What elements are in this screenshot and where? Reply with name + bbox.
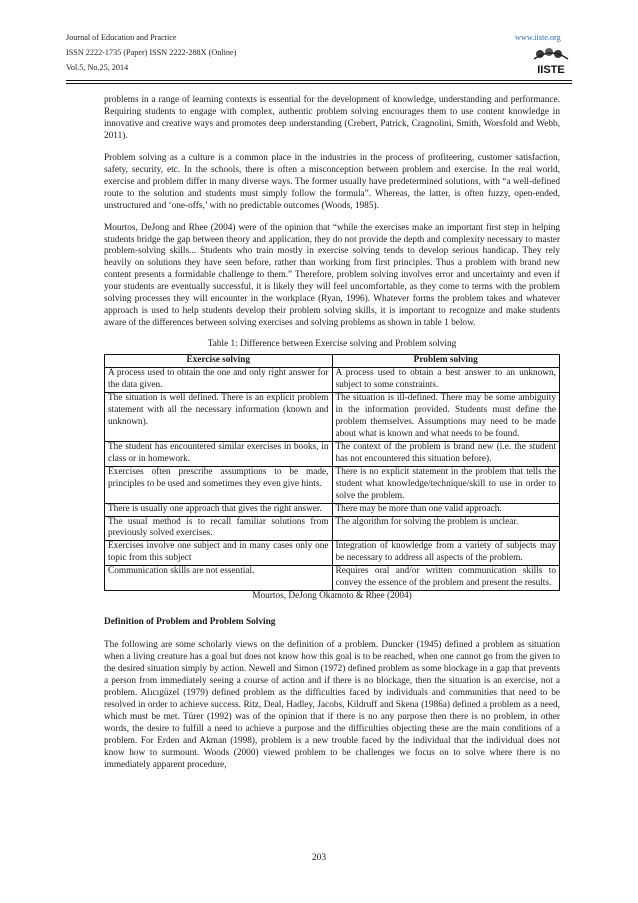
page-number: 203: [311, 853, 327, 863]
table-row: [105, 541, 560, 566]
table-header-row: [105, 355, 560, 368]
journal-title: Journal of Education and Practice: [66, 33, 177, 42]
article-body: [104, 95, 560, 782]
volume-line: Vol.5, No.25, 2014: [66, 63, 129, 72]
header-rule-top: [66, 80, 572, 81]
paragraph-1: problems in a range of learning contexts is essential for the development of knowledge, understanding and performance. Requiring students to engage with complex, authentic problem solving encourages them to use content knowledge in innovative and creative ways and promotes deep understanding (Crebert, Patrick, Cragnolini, Smith, Worsfold and Webb, 2011).: [104, 95, 560, 141]
table-row: [105, 466, 560, 503]
comparison-table: [104, 354, 560, 591]
table-cell: Integration of knowledge from a variety of subjects may be necessary to address all aspects of the problem.: [332, 541, 560, 566]
header-rule-bottom: [66, 83, 572, 84]
table-row: [105, 566, 560, 591]
table-cell: A process used to obtain a best answer to an unknown, subject to some constraints.: [332, 368, 560, 393]
table-row: [105, 441, 560, 466]
table-cell: Communication skills are not essential.: [105, 566, 333, 591]
table-cell: The algorithm for solving the problem is unclear.: [332, 516, 560, 541]
table-row: [105, 392, 560, 441]
table-cell: The student has encountered similar exercises in books, in class or in homework.: [105, 441, 333, 466]
table-cell: The situation is well defined. There is an explicit problem statement with all the necessary information (known and unknown).: [105, 392, 333, 441]
header-exercise-solving: Exercise solving: [105, 355, 333, 368]
section-heading: Definition of Problem and Problem Solving: [104, 617, 276, 628]
table-cell: A process used to obtain the one and only right answer for the data given.: [105, 368, 333, 393]
table-cell: There may be more than one valid approach.: [332, 503, 560, 516]
table-source: Mourtos, DeJong Okamoto & Rhee (2004): [252, 591, 412, 602]
table-row: [105, 503, 560, 516]
issn-line: ISSN 2222-1735 (Paper) ISSN 2222-288X (Online): [66, 48, 237, 57]
table-cell: There is usually one approach that gives the right answer.: [105, 503, 333, 516]
table-cell: Exercises involve one subject and in many cases only one topic from this subject: [105, 541, 333, 566]
table-cell: The usual method is to recall familiar solutions from previously solved exercises.: [105, 516, 333, 541]
table-cell: The situation is ill-defined. There may be some ambiguity in the information provided. Students must define the problem themselves. Assumptions may need to be made about what is known and what needs to be found.: [332, 392, 560, 441]
table-row: [105, 516, 560, 541]
paragraph-3: Mourtos, DeJong and Rhee (2004) were of the opinion that “while the exercises make an important first step in helping students bridge the gap between theory and application, they do not provide the depth and complexity necessary to master problem-solving skills... Students who train mostly in exercise solving tends to develop serious handicap. They rely heavily on solutions they have seen before, rather than working from first principles. Thus a problem with brand new content presents a formidable challenge to them.” Therefore, problem solving involves error and uncertainty and even if your students are eventually successful, it is likely they will feel uncomfortable, as they come to terms with the problem solving processes they will encounter in the workplace (Ryan, 1996). Whatever forms the problem takes and whatever approach is used to help students develop their problem solving skills, it is important to recognize and make students aware of the differences between solving exercises and solving problems as shown in table 1 below.: [104, 222, 560, 329]
table-caption: Table 1: Difference between Exercise solving and Problem solving: [207, 339, 457, 350]
table-cell: There is no explicit statement in the problem that tells the student what knowledge/technique/skill to use in order to solve the problem.: [332, 466, 560, 503]
table-cell: Requires oral and/or written communication skills to convey the essence of the problem and present the results.: [332, 566, 560, 591]
table-row: [105, 368, 560, 393]
iiste-logo: [530, 45, 572, 79]
paragraph-2: Problem solving as a culture is a common place in the industries in the process of profiteering, customer satisfaction, safety, security, etc. In the schools, there is often a misconception between problem and exercise. In the real world, exercise and problem differ in many diverse ways. The former usually have predetermined solutions, with “a well-defined route to the solution and students must simply follow the formula”. Whereas, the latter, is often fuzzy, open-ended, unstructured and ‘one-offs,’ with no predictable outcomes (Woods, 1985).: [104, 152, 560, 211]
section-paragraph: The following are some scholarly views on the definition of a problem. Duncker (1945) defined a problem as situation when a living creature has a goal but does not know how this goal is to be reached, when one cannot go from the given to the desired situation simply by action. Newell and Simon (1972) defined problem as some blockage in a gap that prevents a person from immediately seeing a course of action and if there is no blockage, then the situation is an exercise, not a problem. Alıcıgüzel (1979) defined problem as the difficulties faced by individuals and communities that need to be resolved in order to achieve success. Ritz, Deal, Hadley, Jacobs, Kildruff and Skena (1986a) defined a problem as a need, which must be met. Türer (1992) was of the opinion that if there is no any purpose then there is no problem, in other words, the desire to fulfill a need to achieve a purpose and the difficulties objecting these are the main conditions of a problem. For Erden and Akman (1998), problem is a new trouble faced by the individual that the individual does not know how to surmount. Woods (2000) viewed problem to be challenges we focus on to solve where there is no immediately apparent procedure,: [104, 640, 560, 770]
header-problem-solving: Problem solving: [332, 355, 560, 368]
journal-url-link[interactable]: www.iiste.org: [515, 33, 561, 42]
logo-text: IISTE: [537, 64, 565, 76]
table-cell: The context of the problem is brand new (i.e. the student has not encountered this situation before).: [332, 441, 560, 466]
table-cell: Exercises often prescribe assumptions to be made, principles to be used and sometimes they even give hints.: [105, 466, 333, 503]
